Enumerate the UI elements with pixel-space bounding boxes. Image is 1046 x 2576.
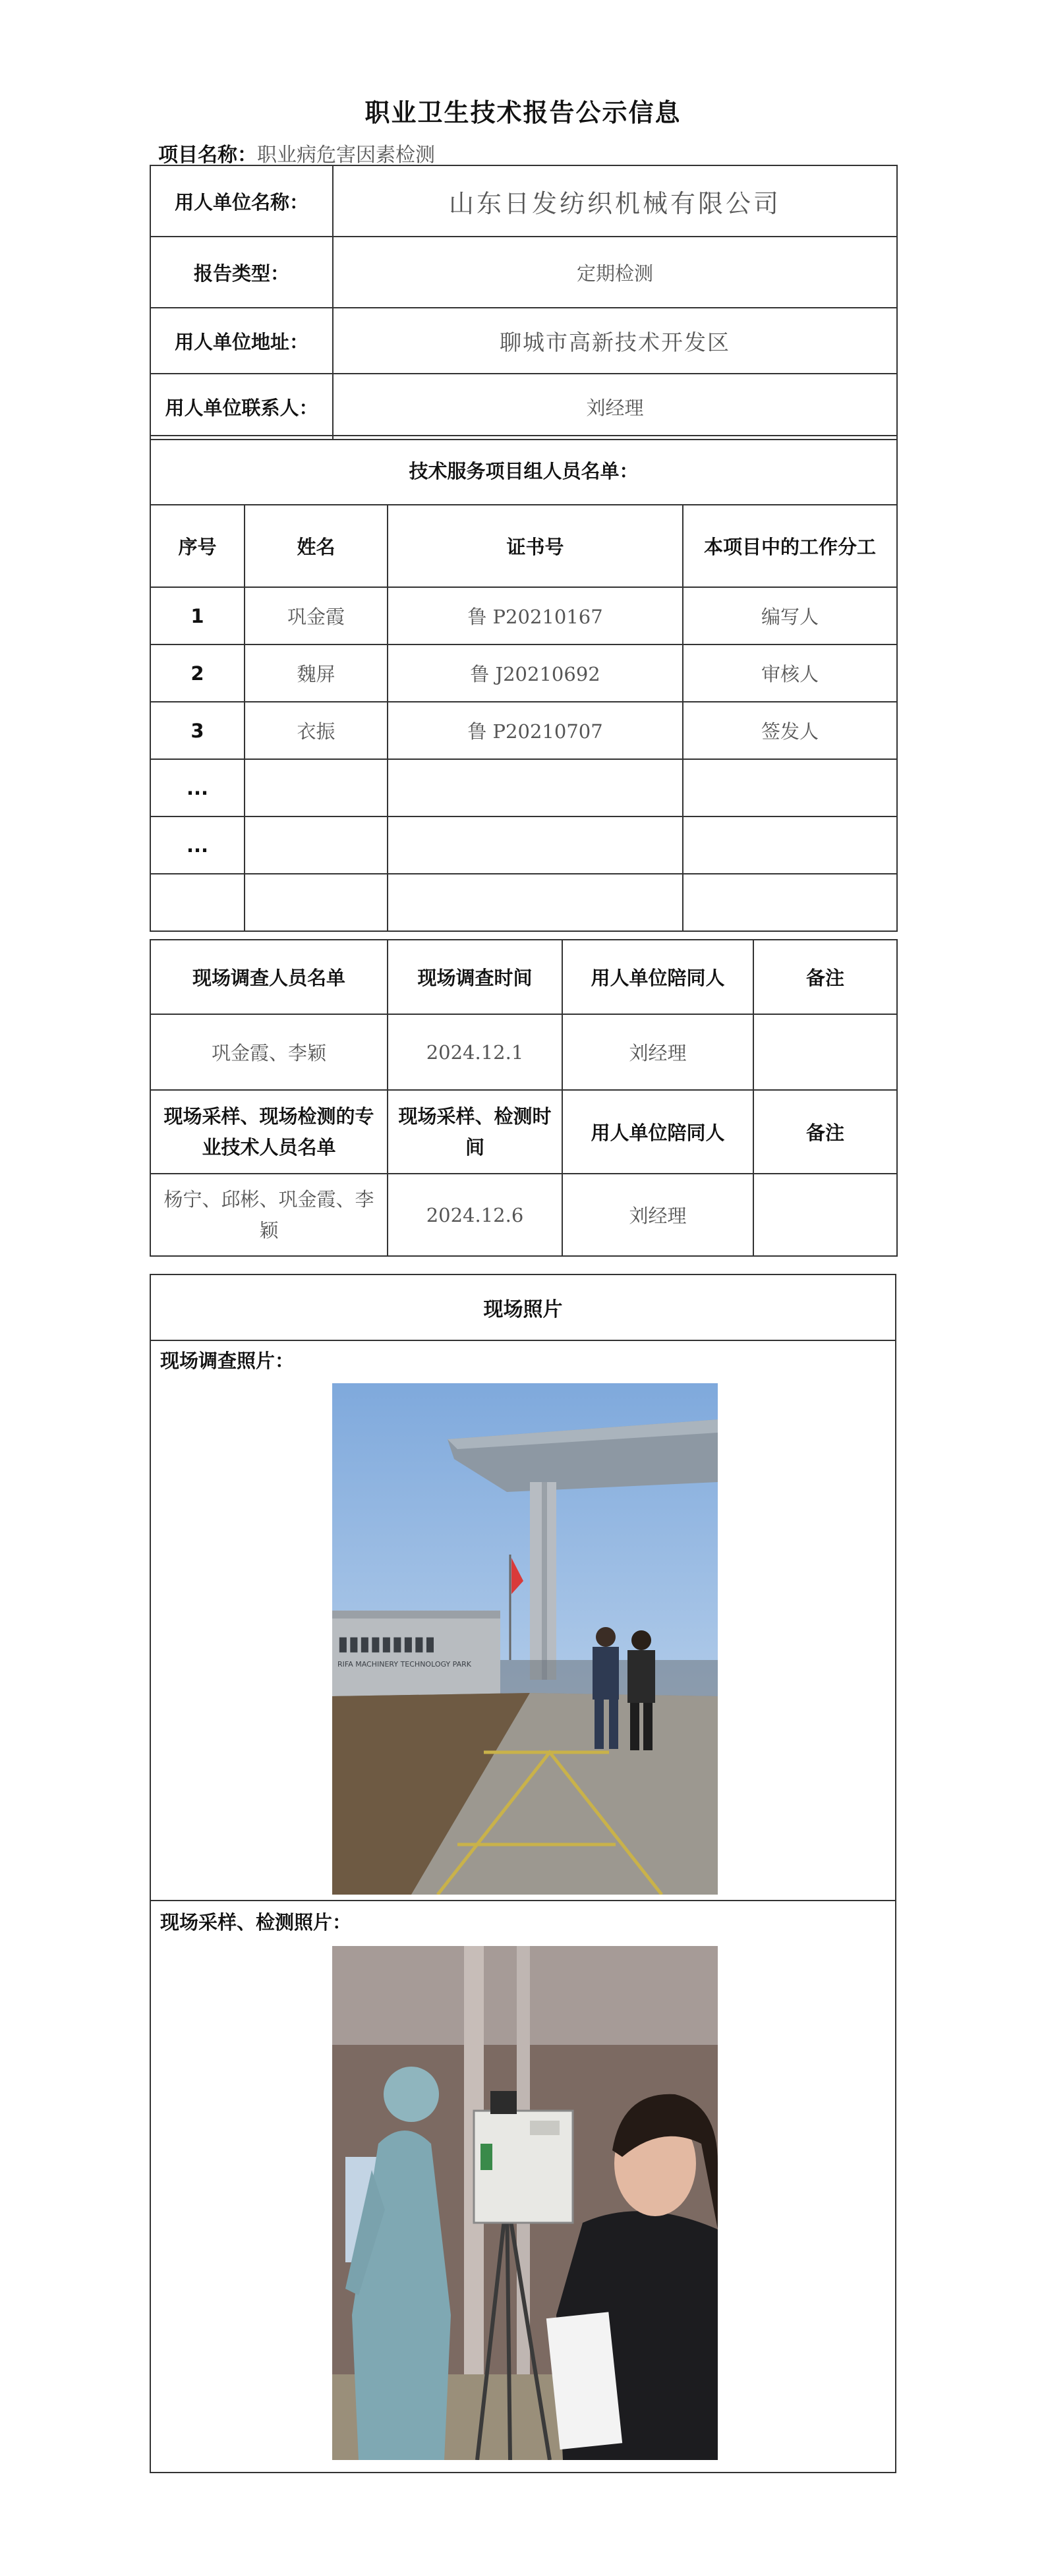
row-no: ...	[150, 759, 245, 816]
row-role	[683, 874, 897, 931]
survey-date: 2024.12.1	[388, 1014, 562, 1090]
col-name: 姓名	[245, 505, 388, 587]
row-role	[683, 816, 897, 874]
row-cert	[388, 816, 683, 874]
team-heading: 技术服务项目组人员名单：	[150, 436, 897, 505]
survey-photo	[332, 1383, 718, 1895]
row-cert: 鲁 P20210167	[388, 587, 683, 644]
row-role: 审核人	[683, 644, 897, 702]
row-name	[245, 874, 388, 931]
col-no: 序号	[150, 505, 245, 587]
survey-table	[150, 939, 898, 1257]
row-name: 巩金霞	[245, 587, 388, 644]
survey-col-date: 现场调查时间	[388, 940, 562, 1014]
sampling-photo	[332, 1946, 718, 2460]
row-cert: 鲁 J20210692	[388, 644, 683, 702]
project-name	[158, 138, 435, 167]
row-role: 签发人	[683, 702, 897, 759]
sampling-col-staff: 现场采样、现场检测的专业技术人员名单	[150, 1090, 388, 1174]
sampling-col-companion: 用人单位陪同人	[562, 1090, 753, 1174]
sampling-remark	[753, 1174, 897, 1256]
row-name: 魏屏	[245, 644, 388, 702]
sampling-col-remark: 备注	[753, 1090, 897, 1174]
address-value: 聊城市高新技术开发区	[333, 308, 897, 374]
report-type-value: 定期检测	[333, 237, 897, 308]
sampling-staff: 杨宁、邱彬、巩金霞、李颖	[150, 1174, 388, 1256]
col-role: 本项目中的工作分工	[683, 505, 897, 587]
sampling-col-date: 现场采样、检测时间	[388, 1090, 562, 1174]
svg-text:▮▮▮▮▮▮▮▮▮: ▮▮▮▮▮▮▮▮▮	[337, 1632, 436, 1655]
site-photos-panel	[150, 1274, 896, 2473]
survey-remark	[753, 1014, 897, 1090]
row-name: 衣振	[245, 702, 388, 759]
row-cert	[388, 874, 683, 931]
sampling-photo-section	[151, 1901, 895, 2472]
table-row	[150, 759, 897, 816]
table-row	[150, 816, 897, 874]
row-no: 2	[150, 644, 245, 702]
survey-col-companion: 用人单位陪同人	[562, 940, 753, 1014]
table-row	[150, 702, 897, 759]
table-row	[150, 587, 897, 644]
contact-label: 用人单位联系人：	[150, 374, 333, 440]
survey-col-staff: 现场调查人员名单	[150, 940, 388, 1014]
survey-photo-label: 现场调查照片：	[160, 1350, 295, 1372]
sampling-companion: 刘经理	[562, 1174, 753, 1256]
sampling-date: 2024.12.6	[388, 1174, 562, 1256]
survey-companion: 刘经理	[562, 1014, 753, 1090]
row-no: 1	[150, 587, 245, 644]
sampling-photo-label: 现场采样、检测照片：	[160, 1911, 352, 1933]
survey-photo-section	[151, 1340, 895, 1901]
survey-photo-image	[332, 1383, 718, 1895]
project-label: 项目名称：	[158, 144, 257, 167]
unit-name-label: 用人单位名称：	[150, 165, 333, 237]
row-cert: 鲁 P20210707	[388, 702, 683, 759]
table-row	[150, 644, 897, 702]
report-type-label: 报告类型：	[150, 237, 333, 308]
unit-name-value: 山东日发纺织机械有限公司	[333, 165, 897, 237]
sign-text: RIFA MACHINERY TECHNOLOGY PARK	[337, 1660, 471, 1669]
page-title: 职业卫生技术报告公示信息	[364, 98, 682, 127]
row-name	[245, 759, 388, 816]
table-row	[150, 874, 897, 931]
unit-info-table	[150, 165, 898, 440]
photos-heading: 现场照片	[151, 1275, 895, 1341]
row-name	[245, 816, 388, 874]
address-label: 用人单位地址：	[150, 308, 333, 374]
survey-col-remark: 备注	[753, 940, 897, 1014]
row-no: 3	[150, 702, 245, 759]
survey-staff: 巩金霞、李颖	[150, 1014, 388, 1090]
row-role: 编写人	[683, 587, 897, 644]
sampling-photo-image	[332, 1946, 718, 2460]
row-role	[683, 759, 897, 816]
row-no: ...	[150, 816, 245, 874]
row-no	[150, 874, 245, 931]
contact-value: 刘经理	[333, 374, 897, 440]
project-value: 职业病危害因素检测	[257, 144, 435, 167]
team-table	[150, 435, 898, 932]
row-cert	[388, 759, 683, 816]
col-cert: 证书号	[388, 505, 683, 587]
